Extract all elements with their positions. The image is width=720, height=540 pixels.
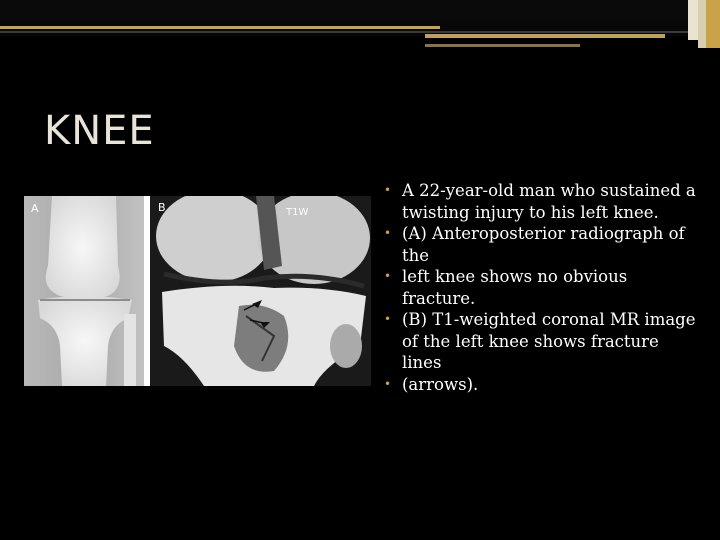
bullet-text: (arrows). — [402, 374, 479, 394]
list-item — [380, 266, 700, 309]
slide-title: KNEE — [44, 108, 155, 154]
list-item — [380, 180, 700, 223]
panel-a-label: A — [31, 202, 39, 215]
knee-imaging-figure — [24, 196, 371, 386]
bullet-text: (B) T1-weighted coronal MR image of the left knee shows fracture lines — [402, 310, 696, 372]
radiograph-panel — [24, 196, 144, 386]
bullet-icon: • — [384, 376, 392, 391]
bullet-icon: • — [384, 226, 392, 240]
list-item — [380, 374, 700, 396]
bullet-text: (A) Anteroposterior radiograph of the — [402, 224, 685, 265]
panel-b-label: B — [158, 201, 166, 214]
mri-panel — [150, 196, 371, 386]
list-item — [380, 223, 700, 266]
bullet-icon: • — [384, 312, 392, 326]
bullet-text: left knee shows no obvious fracture. — [402, 267, 628, 308]
findings-list — [380, 180, 700, 395]
top-decoration — [0, 0, 720, 48]
bullet-icon: • — [384, 269, 392, 283]
list-item — [380, 309, 700, 374]
sequence-label: T1W — [286, 207, 309, 218]
bullet-icon: • — [384, 183, 392, 197]
bullet-text: A 22-year-old man who sustained a twisting injury to his left knee. — [402, 181, 696, 222]
